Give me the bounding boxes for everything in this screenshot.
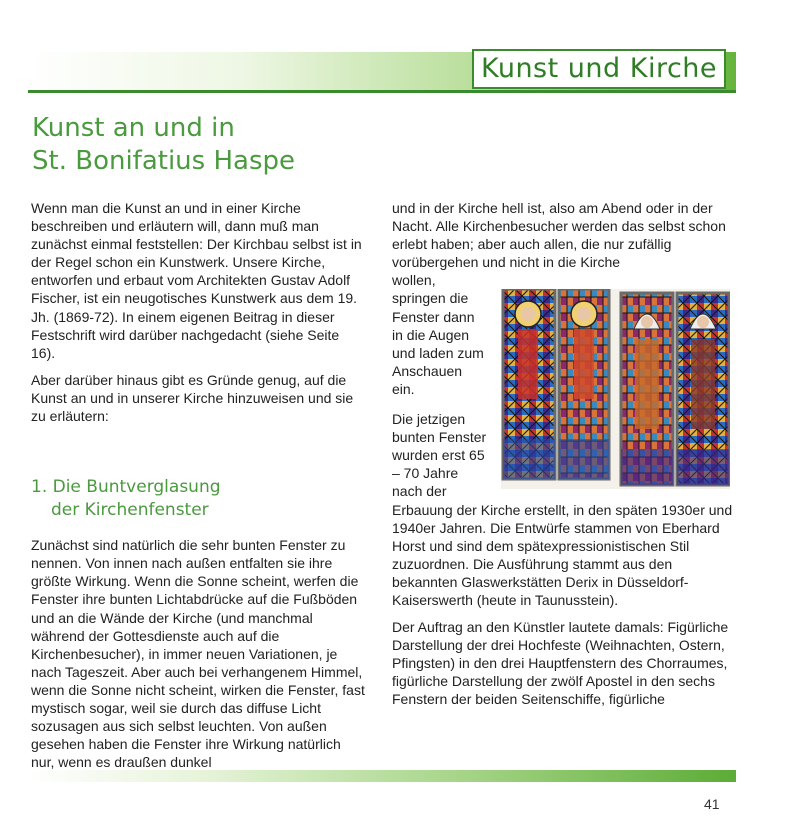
wrap-line: und laden zum	[392, 344, 484, 361]
window-left	[503, 289, 609, 479]
wrap-line: wurden erst 65	[392, 447, 485, 464]
article-heading-line-1: Kunst an und in	[32, 113, 235, 143]
section-title: Kunst und Kirche	[480, 53, 718, 84]
right-paragraph-3: Der Auftrag an den Künstler lautete damals: Figürliche Darstellung der drei Hochfeste (Weihnachten, Ostern, Pfingsten) in den drei Hauptfenstern des Chorraumes, figürliche Darstellung der zwölf Apostel in den sechs Fenstern der beiden Seitenschiffe, figürliche	[392, 619, 729, 708]
wrap-line: nach der	[392, 483, 447, 500]
wrap-line: bunten Fenster	[392, 429, 487, 446]
wrap-line: – 70 Jahre	[392, 465, 459, 482]
wrap-line: Anschauen	[392, 362, 463, 379]
wrap-line: in die Augen	[392, 326, 470, 343]
article-heading	[32, 112, 295, 178]
left-paragraph-1: Wenn man die Kunst an und in einer Kirche beschreiben und erläutern will, dann muß man zunächst einmal feststellen: Der Kirchbau selbst ist in der Regel schon ein Kunstwerk. Unsere Kirche, entworfen und erbaut vom Architekten Gustav Adolf Fischer, ist ein neugotisches Kunstwerk aus dem 19. Jh. (1869-72). In einem eigenen Beitrag in dieser Festschrift wird darüber nachgedacht (siehe Seite 16).	[31, 200, 362, 361]
header-rule	[28, 90, 736, 93]
right-paragraph-2: Erbauung der Kirche erstellt, in den späten 1930er und 1940er Jahren. Die Entwürfe stammen von Eberhard Horst und sind dem spätexpressionistischen Stil zuzuordnen. Die Ausführung stammt aus den bekannten Glaswerkstätten Derix in Düsseldorf-Kaiserswerth (heute in Taunusstein).	[392, 501, 733, 608]
wrap-line: wollen,	[392, 272, 436, 289]
wrap-line: springen die	[392, 290, 469, 307]
left-paragraph-2: Aber darüber hinaus gibt es Gründe genug, auf die Kunst an und in unserer Kirche hinzuweisen und sie zu erläutern:	[31, 371, 354, 425]
wrap-line: ein.	[392, 380, 415, 397]
wrap-line: Fenster dann	[392, 308, 475, 325]
footer-bar	[28, 770, 736, 782]
stained-glass-photo	[501, 289, 730, 489]
right-paragraph-1: und in der Kirche hell ist, also am Abend oder in der Nacht. Alle Kirchenbesucher werden das selbst schon erlebt haben; aber auch allen, die nur zufällig vorübergehen und nicht in die Kirche	[392, 200, 726, 271]
subheading-line-2: der Kirchenfenster	[51, 500, 209, 521]
section-title-box	[472, 49, 726, 89]
page-number: 41	[704, 796, 720, 812]
article-heading-line-2: St. Bonifatius Haspe	[32, 146, 295, 176]
left-column	[31, 199, 366, 780]
left-paragraph-3: Zunächst sind natürlich die sehr bunten Fenster zu nennen. Von innen nach außen entfalten sie ihre größte Wirkung. Wenn die Sonne scheint, werfen die Fenster ihre bunten Lichtabdrücke auf die Fußböden und an die Wände der Kirche (und manchmal während der Gottesdienste auch auf die Kirchenbesucher), in immer neuen Variationen, je nach Tageszeit. Aber auch bei verhangenem Himmel, wenn die Sonne nicht scheint, wirken die Fenster, fast mystisch sogar, weil sie durch das diffuse Licht sozusagen aus sich selbst leuchten. Von außen gesehen haben die Fenster ihre Wirkung natürlich nur, wenn es draußen dunkel	[31, 537, 365, 771]
stained-glass-illustration	[501, 289, 730, 489]
wrap-line: Die jetzigen	[392, 411, 466, 428]
subheading-line-1: 1. Die Buntverglasung	[31, 477, 221, 498]
